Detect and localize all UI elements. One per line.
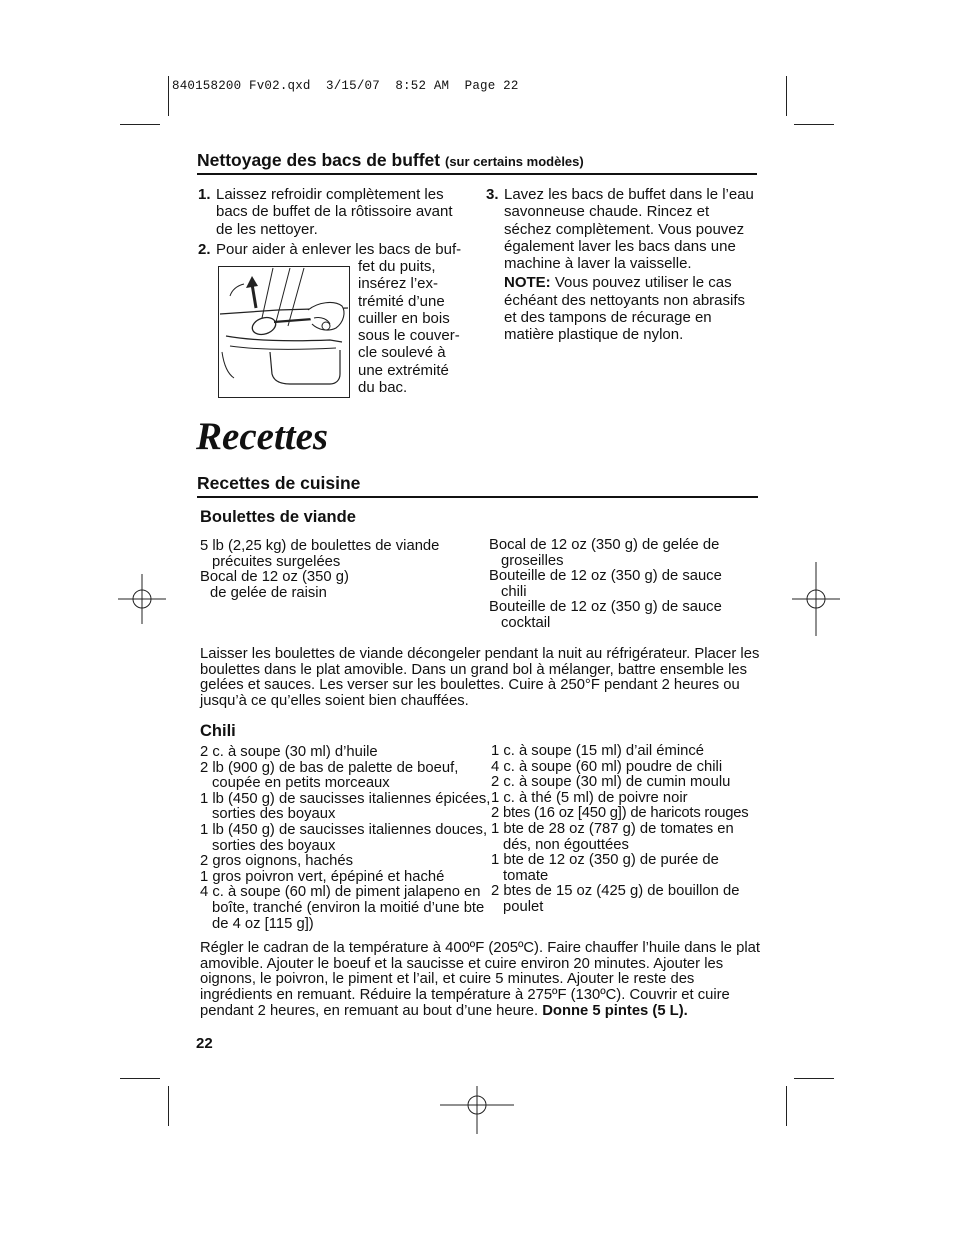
ingredient-item: Bocal de 12 oz (350 g) de gelée de groseilles	[489, 537, 720, 569]
meatballs-instructions: Laisser les boulettes de viande décongeler pendant la nuit au réfrigérateur. Placer les boulettes dans le plat amovible. Dans un grand bol à mélanger, battre ensemble les gelées et sauces. Les verser sur les boulettes. Cuire à 250°F pendant 2 heures ou jusqu’à ce qu’elles soient bien chauffées.	[200, 646, 760, 710]
ingredient-item: 4 c. à soupe (60 ml) poudre de chili	[491, 758, 723, 775]
chili-ingredients-right	[491, 744, 761, 916]
ingredient-item: 1 bte de 28 oz (787 g) de tomates en dés, non égouttées	[491, 820, 734, 853]
crop-mark	[794, 1078, 834, 1079]
ingredient-item: 2 c. à soupe (30 ml) de cumin moulu	[491, 774, 731, 791]
chili-ingredients-left	[200, 745, 492, 932]
print-slug: 840158200 Fv02.qxd 3/15/07 8:52 AM Page 22	[172, 79, 519, 93]
chili-yield: Donne 5 pintes (5 L).	[542, 1002, 688, 1019]
meatballs-ingredients-right	[489, 538, 739, 632]
page-number: 22	[196, 1035, 213, 1052]
registration-mark-bottom	[440, 1086, 514, 1134]
recipes-section-heading: Recettes de cuisine	[197, 473, 361, 493]
crop-mark	[168, 76, 169, 116]
registration-mark-right	[792, 562, 840, 636]
cleaning-step-3	[486, 186, 758, 272]
note-text: Vous pouvez utiliser le cas échéant des nettoyants non abrasifs et des tampons de récurage en matière plastique de nylon.	[504, 274, 745, 344]
ingredient-item: 4 c. à soupe (60 ml) de piment jalapeno en boîte, tranché (environ la moitié d’une bte de 4 oz [115 g])	[200, 884, 485, 932]
chili-instructions-text: Régler le cadran de la température à 400ºF (205ºC). Faire chauffer l’huile dans le plat amovible. Ajouter le boeuf et la saucisse et cuire environ 20 minutes. Ajouter les oignons, le poivron, le piment et l’ail, et cuire 5 minutes. Ajouter le reste des ingrédients en remuant. Réduire la température à 275ºF (130ºC). Couvrir et cuire pendant 2 heures, en remuant au bout d’une heure.	[200, 940, 760, 1019]
chili-title: Chili	[200, 722, 236, 740]
cleaning-rule	[197, 173, 757, 175]
ingredient-item: 1 lb (450 g) de saucisses italiennes épicées, sorties des boyaux	[200, 790, 491, 823]
cleaning-step-2-continued: fet du puits, insérez l’ex-trémité d’une cuiller en bois sous le couver-cle soulevé à une extrémité du bac.	[358, 258, 460, 397]
crop-mark	[786, 1086, 787, 1126]
ingredient-item: 2 btes (16 oz [450 g]) de haricots rouges	[491, 805, 749, 822]
ingredient-item: Bouteille de 12 oz (350 g) de sauce cocktail	[489, 599, 722, 631]
cleaning-heading	[197, 150, 584, 171]
ingredient-item: 2 gros oignons, hachés	[200, 853, 354, 870]
ingredient-item: 1 c. à soupe (15 ml) d’ail émincé	[491, 743, 705, 759]
cleaning-steps-right	[486, 186, 758, 344]
registration-mark-left	[118, 574, 166, 624]
cleaning-step-list	[486, 186, 758, 272]
ingredient-item: 2 btes de 15 oz (425 g) de bouillon de poulet	[491, 883, 740, 915]
crop-mark	[786, 76, 787, 116]
crop-mark	[794, 124, 834, 125]
note-label: NOTE:	[504, 274, 551, 292]
ingredient-item: Bocal de 12 oz (350 g) de gelée de raisin	[200, 569, 349, 601]
ingredient-item: 1 c. à thé (5 ml) de poivre noir	[491, 789, 688, 806]
chili-instructions	[200, 941, 760, 1020]
meatballs-ingredients-left	[200, 539, 480, 601]
step-text: Pour aider à enlever les bacs de buf-	[216, 240, 462, 258]
ingredient-item: 5 lb (2,25 kg) de boulettes de viande précuites surgelées	[200, 538, 440, 570]
step-number: 2.	[198, 240, 211, 258]
ingredient-item: 1 bte de 12 oz (350 g) de purée de tomate	[491, 852, 719, 884]
recipes-title: Recettes	[196, 415, 329, 458]
crop-mark	[120, 124, 160, 125]
crop-mark	[120, 1078, 160, 1079]
cleaning-step-1	[198, 186, 468, 238]
step-text: Lavez les bacs de buffet dans le l’eau savonneuse chaude. Rincez et séchez complètement. Vous pouvez également laver les bacs dans une machine à laver la vaisselle.	[504, 186, 754, 273]
ingredient-item: 2 lb (900 g) de bas de palette de boeuf, coupée en petits morceaux	[200, 759, 459, 792]
meatballs-title: Boulettes de viande	[200, 508, 356, 526]
recipes-rule	[197, 496, 758, 498]
step-number: 1.	[198, 186, 211, 203]
cleaning-subtitle: (sur certains modèles)	[445, 154, 584, 169]
cleaning-steps-left	[198, 186, 468, 258]
cleaning-title: Nettoyage des bacs de buffet	[197, 150, 441, 170]
cleaning-note	[486, 274, 758, 343]
step-number: 3.	[486, 186, 499, 203]
cleaning-step-2	[198, 241, 468, 258]
ingredient-item: 2 c. à soupe (30 ml) d’huile	[200, 744, 378, 760]
ingredient-item: 1 gros poivron vert, épépiné et haché	[200, 868, 445, 885]
step-text: Laissez refroidir complètement les bacs de buffet de la rôtissoire avant de les nettoyer.	[216, 186, 453, 238]
ingredient-item: Bouteille de 12 oz (350 g) de sauce chili	[489, 568, 722, 600]
crop-mark	[168, 1086, 169, 1126]
ingredient-item: 1 lb (450 g) de saucisses italiennes douces, sorties des boyaux	[200, 821, 488, 854]
spoon-illustration	[218, 266, 350, 398]
